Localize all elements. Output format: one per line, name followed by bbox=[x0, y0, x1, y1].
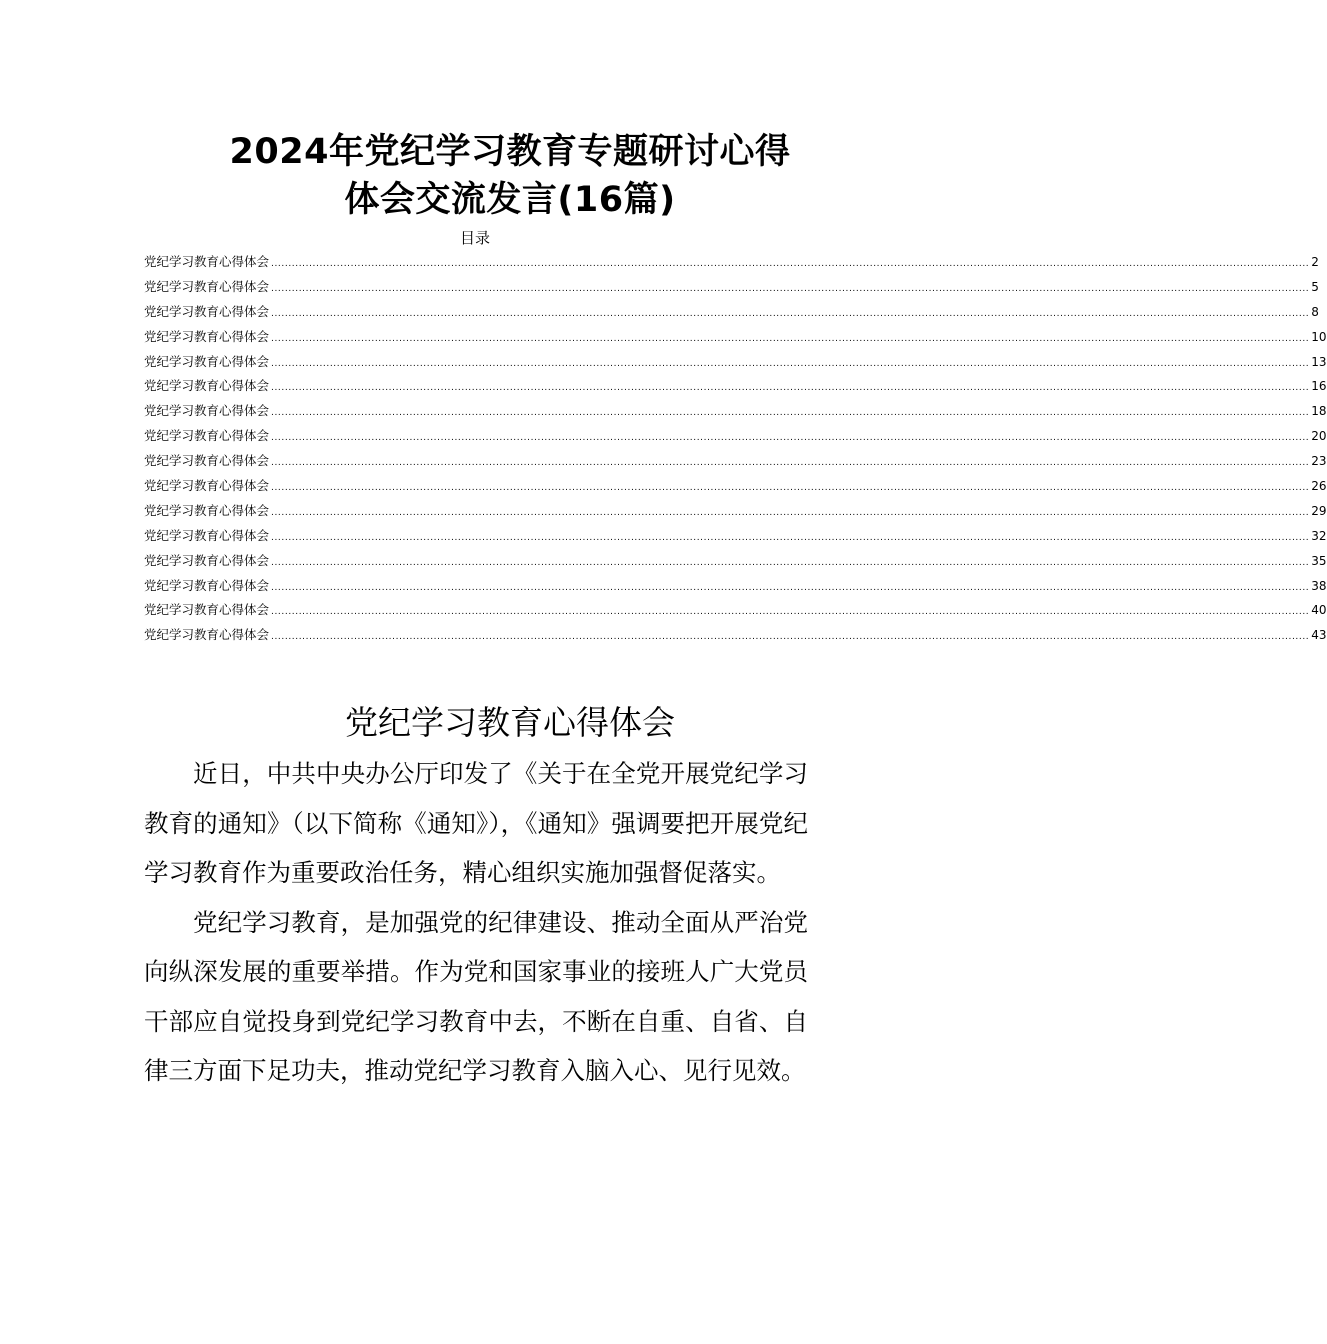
toc-entry-page-number: 40 bbox=[1311, 603, 1327, 618]
toc-dot-leader: ............................................................................................................................................................................................................................................................................................................ bbox=[271, 333, 1310, 344]
toc-dot-leader: ............................................................................................................................................................................................................................................................................................................ bbox=[271, 259, 1310, 269]
toc-entry-label: 党纪学习教育心得体会 bbox=[144, 328, 270, 344]
toc-entry-label: 党纪学习教育心得体会 bbox=[144, 353, 270, 369]
toc-entry[interactable] bbox=[144, 302, 1319, 327]
document-title-line-2: 体会交流发言(16篇) bbox=[344, 180, 676, 220]
document-title bbox=[150, 128, 870, 224]
toc-dot-leader: ............................................................................................................................................................................................................................................................................................................ bbox=[271, 483, 1310, 494]
table-of-contents bbox=[144, 252, 1327, 650]
toc-entry[interactable] bbox=[144, 551, 1327, 576]
toc-entry-page-number: 10 bbox=[1311, 329, 1327, 344]
toc-dot-leader: ............................................................................................................................................................................................................................................................................................................ bbox=[271, 383, 1310, 394]
toc-dot-leader: ............................................................................................................................................................................................................................................................................................................ bbox=[271, 632, 1310, 643]
toc-entry[interactable] bbox=[144, 501, 1327, 526]
toc-entry-label: 党纪学习教育心得体会 bbox=[144, 303, 270, 319]
toc-entry-label: 党纪学习教育心得体会 bbox=[144, 378, 270, 394]
toc-entry-label: 党纪学习教育心得体会 bbox=[144, 453, 270, 469]
toc-entry[interactable] bbox=[144, 401, 1327, 426]
toc-dot-leader: ............................................................................................................................................................................................................................................................................................................ bbox=[271, 283, 1310, 294]
toc-entry[interactable] bbox=[144, 352, 1327, 377]
toc-heading: 目录 bbox=[459, 229, 490, 247]
toc-entry[interactable] bbox=[144, 451, 1327, 476]
toc-entry-page-number: 38 bbox=[1311, 578, 1327, 593]
document-title-line-1: 2024年党纪学习教育专题研讨心得 bbox=[229, 132, 791, 172]
toc-dot-leader: ............................................................................................................................................................................................................................................................................................................ bbox=[271, 308, 1310, 319]
toc-entry-label: 党纪学习教育心得体会 bbox=[144, 403, 270, 419]
toc-entry-page-number: 23 bbox=[1311, 454, 1327, 469]
toc-entry-page-number: 26 bbox=[1311, 479, 1327, 494]
toc-entry-page-number: 2 bbox=[1311, 255, 1319, 269]
toc-entry-label: 党纪学习教育心得体会 bbox=[144, 428, 270, 444]
toc-entry-label: 党纪学习教育心得体会 bbox=[144, 278, 270, 294]
toc-entry[interactable] bbox=[144, 576, 1327, 601]
section-title: 党纪学习教育心得体会 bbox=[345, 703, 675, 742]
toc-entry-page-number: 13 bbox=[1311, 354, 1327, 369]
toc-dot-leader: ............................................................................................................................................................................................................................................................................................................ bbox=[271, 458, 1310, 469]
toc-entry[interactable] bbox=[144, 327, 1327, 352]
toc-entry[interactable] bbox=[144, 476, 1327, 501]
toc-entry-page-number: 35 bbox=[1311, 553, 1327, 568]
toc-entry-page-number: 16 bbox=[1311, 379, 1327, 394]
toc-entry[interactable] bbox=[144, 526, 1327, 551]
toc-entry[interactable] bbox=[144, 426, 1327, 451]
toc-entry[interactable] bbox=[144, 625, 1327, 650]
toc-entry-label: 党纪学习教育心得体会 bbox=[144, 577, 270, 593]
toc-entry-page-number: 18 bbox=[1311, 404, 1327, 419]
toc-dot-leader: ............................................................................................................................................................................................................................................................................................................ bbox=[271, 557, 1310, 568]
toc-dot-leader: ............................................................................................................................................................................................................................................................................................................ bbox=[271, 582, 1310, 593]
toc-entry-page-number: 43 bbox=[1311, 628, 1327, 643]
toc-entry[interactable] bbox=[144, 376, 1327, 401]
toc-dot-leader: ............................................................................................................................................................................................................................................................................................................ bbox=[271, 433, 1310, 444]
toc-entry-page-number: 8 bbox=[1311, 304, 1319, 319]
toc-dot-leader: ............................................................................................................................................................................................................................................................................................................ bbox=[271, 358, 1310, 369]
toc-entry-label: 党纪学习教育心得体会 bbox=[144, 602, 270, 618]
body-paragraph-1: 近日，中共中央办公厅印发了《关于在全党开展党纪学习教育的通知》（以下简称《通知》），《通知》强调要把开展党纪学习教育作为重要政治任务，精心组织实施加强督促落实。 bbox=[144, 759, 808, 887]
toc-entry[interactable] bbox=[144, 252, 1319, 277]
toc-entry-page-number: 20 bbox=[1311, 429, 1327, 444]
toc-dot-leader: ............................................................................................................................................................................................................................................................................................................ bbox=[271, 532, 1310, 543]
toc-entry[interactable] bbox=[144, 600, 1327, 625]
toc-dot-leader: ............................................................................................................................................................................................................................................................................................................ bbox=[271, 408, 1310, 419]
toc-entry-label: 党纪学习教育心得体会 bbox=[144, 502, 270, 518]
toc-entry-page-number: 32 bbox=[1311, 528, 1327, 543]
toc-dot-leader: ............................................................................................................................................................................................................................................................................................................ bbox=[271, 607, 1310, 618]
toc-entry-page-number: 29 bbox=[1311, 503, 1327, 518]
toc-entry-label: 党纪学习教育心得体会 bbox=[144, 527, 270, 543]
toc-entry-page-number: 5 bbox=[1311, 279, 1319, 294]
toc-entry-label: 党纪学习教育心得体会 bbox=[144, 552, 270, 568]
toc-entry[interactable] bbox=[144, 277, 1319, 302]
toc-entry-label: 党纪学习教育心得体会 bbox=[144, 627, 270, 643]
body-paragraph-2: 党纪学习教育，是加强党的纪律建设、推动全面从严治党向纵深发展的重要举措。作为党和国家事业的接班人广大党员干部应自觉投身到党纪学习教育中去，不断在自重、自省、自律三方面下足功夫，推动党纪学习教育入脑入心、见行见效。 bbox=[144, 907, 808, 1085]
toc-entry-label: 党纪学习教育心得体会 bbox=[144, 478, 270, 494]
toc-entry-label: 党纪学习教育心得体会 bbox=[144, 254, 270, 269]
toc-dot-leader: ............................................................................................................................................................................................................................................................................................................ bbox=[271, 507, 1310, 518]
body-text bbox=[144, 749, 808, 1096]
